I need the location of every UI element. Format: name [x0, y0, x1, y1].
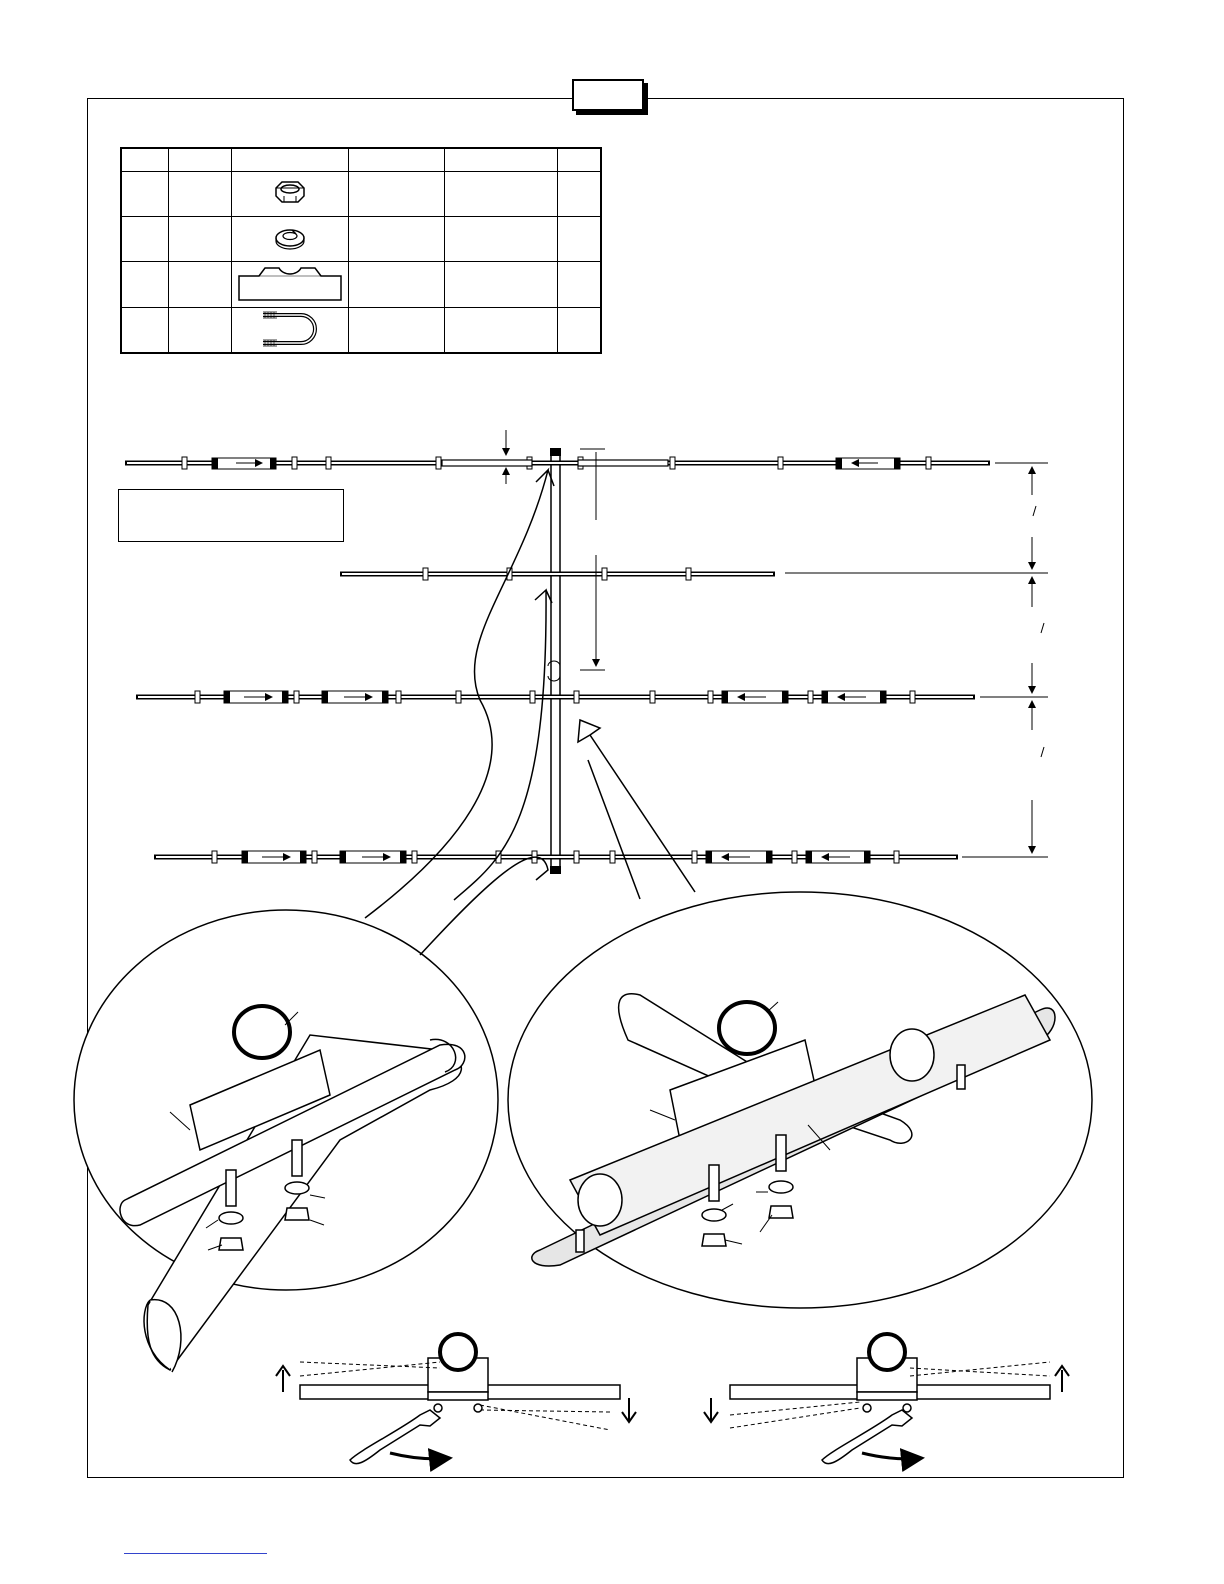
dimension-lines: [506, 430, 1048, 857]
footer-link-rule: [124, 1553, 267, 1554]
alignment-detail-right: [704, 1334, 1069, 1464]
boom: [548, 448, 561, 874]
alignment-detail-left: [276, 1334, 636, 1464]
